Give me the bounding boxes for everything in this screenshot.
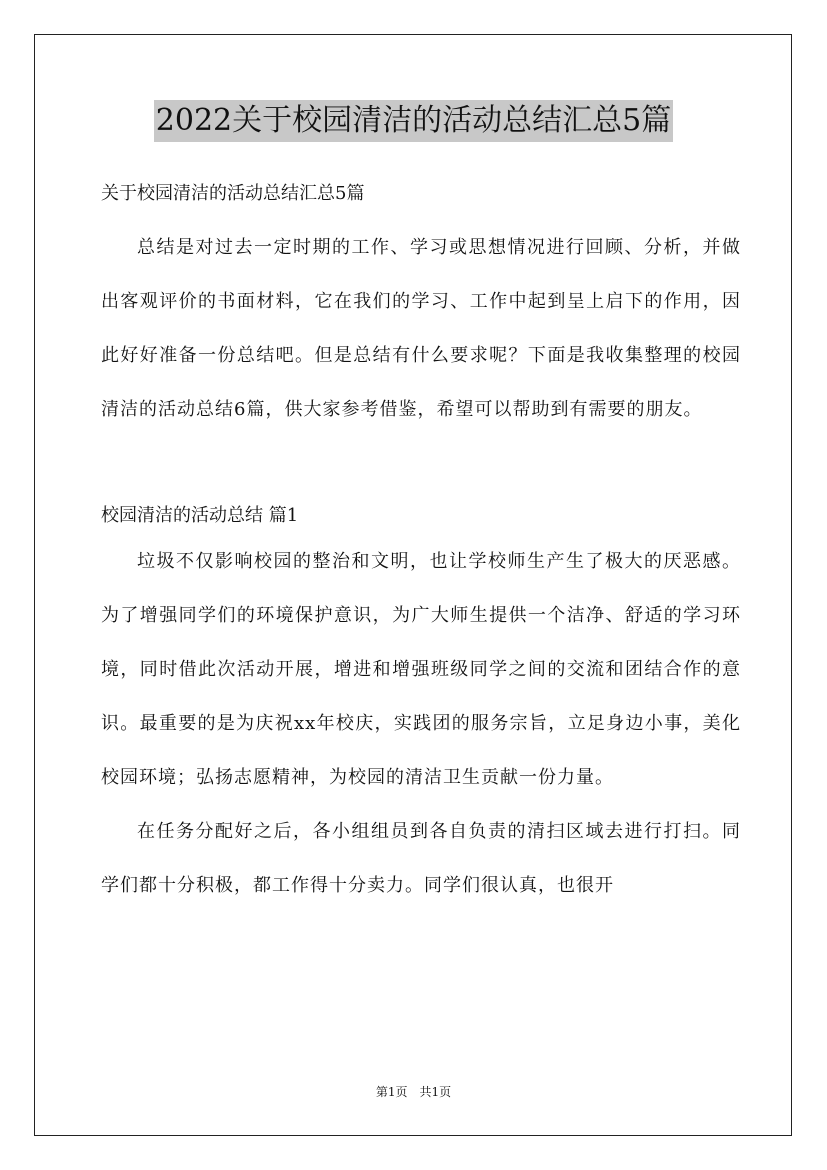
spacer	[101, 211, 741, 221]
document-title: 2022关于校园清洁的活动总结汇总5篇	[154, 100, 673, 142]
title-container	[0, 100, 827, 142]
document-subtitle: 关于校园清洁的活动总结汇总5篇	[101, 183, 365, 204]
section-heading: 校园清洁的活动总结 篇1	[101, 505, 299, 526]
document-body	[101, 177, 741, 913]
page-footer	[0, 1083, 827, 1101]
section-paragraph-2: 在任务分配好之后，各小组组员到各自负责的清扫区域去进行打扫。同学们都十分积极，都工作得十分卖力。同学们很认真，也很开	[101, 821, 741, 896]
spacer	[101, 437, 741, 499]
section-paragraph-1: 垃圾不仅影响校园的整治和文明，也让学校师生产生了极大的厌恶感。为了增强同学们的环境保护意识，为广大师生提供一个洁净、舒适的学习环境，同时借此次活动开展，增进和增强班级同学之间的交流和团结合作的意识。最重要的是为庆祝xx年校庆，实践团的服务宗旨，立足身边小事，美化校园环境；弘扬志愿精神，为校园的清洁卫生贡献一份力量。	[101, 551, 741, 788]
intro-paragraph: 总结是对过去一定时期的工作、学习或思想情况进行回顾、分析，并做出客观评价的书面材料，它在我们的学习、工作中起到呈上启下的作用，因此好好准备一份总结吧。但是总结有什么要求呢？下面是我收集整理的校园清洁的活动总结6篇，供大家参考借鉴，希望可以帮助到有需要的朋友。	[101, 237, 741, 420]
page-number: 第1页 共1页	[375, 1085, 452, 1099]
